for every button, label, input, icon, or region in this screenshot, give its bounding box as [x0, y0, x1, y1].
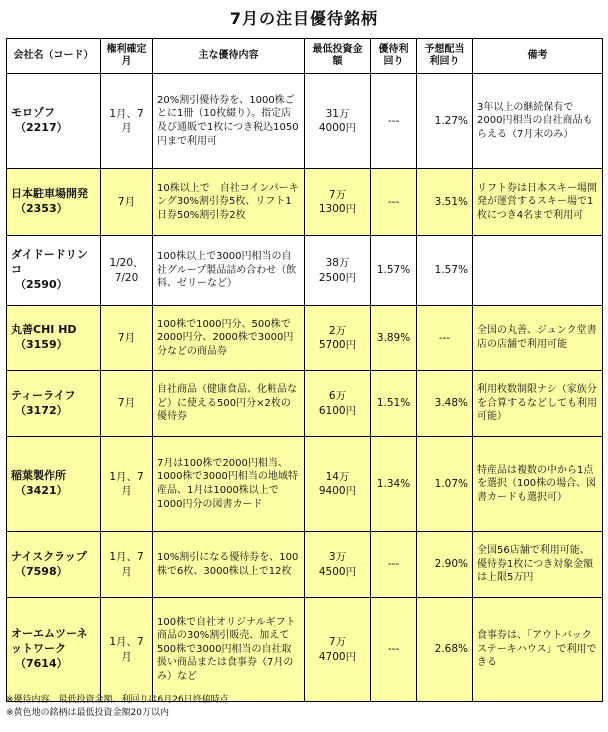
notes: リフト券は日本スキー場開発が運営するスキー場で1枚につき4名まで利用可 — [473, 169, 603, 236]
header-benefit-yield: 優待利回り — [371, 39, 417, 74]
company-name: ナイスクラップ — [11, 549, 87, 563]
footnote: ※優待内容、最低投資金額、利回りは6月26日終値時点 — [6, 695, 229, 705]
benefit-yield: --- — [371, 598, 417, 702]
dividend-yield: 1.27% — [417, 74, 473, 169]
page-title: 7月の注目優待銘柄 — [229, 9, 379, 28]
benefit-content: 自社商品（健康食品、化粧品など）に使える500円分×2枚の優待券 — [153, 371, 305, 437]
min-investment-yen: 4000円 — [318, 122, 357, 134]
table-row — [7, 371, 603, 437]
company-cell — [7, 236, 101, 306]
benefit-content: 100株で自社オリジナルギフト商品の30%割引販売、加えて500株で3000円相当の自社取扱い商品または食事券（7月のみ）など — [153, 598, 305, 702]
company-cell — [7, 74, 101, 169]
header-notes: 備考 — [473, 39, 603, 74]
footnotes — [6, 694, 229, 720]
min-investment-man: 2万 — [328, 324, 347, 337]
dividend-yield: 3.48% — [417, 371, 473, 437]
company-code: （7614） — [15, 656, 68, 670]
min-investment-cell — [305, 598, 371, 702]
rights-month: 7月 — [101, 306, 153, 371]
company-cell — [7, 437, 101, 532]
dividend-yield: 1.57% — [417, 236, 473, 306]
dividend-yield: --- — [417, 306, 473, 371]
min-investment-man: 14万 — [325, 470, 350, 483]
table-row — [7, 169, 603, 236]
benefit-content: 7月は100株で2000円相当、1000株で3000円相当の地域特産品、1月は1000株以上で1000円分の図書カード — [153, 437, 305, 532]
dividend-yield: 1.07% — [417, 437, 473, 532]
header-benefit: 主な優待内容 — [153, 39, 305, 74]
company-name: モロゾフ — [11, 106, 55, 120]
notes: 食事券は、「アウトバックステーキハウス」で利用できる — [473, 598, 603, 702]
header-min-investment: 最低投資金額 — [305, 39, 371, 74]
company-code: （2217） — [15, 121, 68, 134]
benefit-yield: --- — [371, 169, 417, 236]
header-rights-month: 権利確定月 — [101, 39, 153, 74]
benefit-content: 100株で1000円分、500株で2000円分、2000株で3000円分などの商品券 — [153, 306, 305, 371]
notes: 利用枚数制限ナシ（家族分を合算するなどしても利用可能） — [473, 371, 603, 437]
notes: 特産品は複数の中から1点を選択（100株の場合、図書カードも選択可） — [473, 437, 603, 532]
company-cell — [7, 598, 101, 702]
benefit-content: 100株以上で3000円相当の自社グループ製品詰め合わせ（飲料、ゼリーなど） — [153, 236, 305, 306]
min-investment-yen: 4700円 — [318, 650, 357, 663]
table-row — [7, 74, 603, 169]
benefit-yield: 1.51% — [371, 371, 417, 437]
table-row — [7, 306, 603, 371]
company-code: （2590） — [15, 277, 68, 291]
company-name: 日本駐車場開発 — [11, 187, 88, 201]
min-investment-man: 31万 — [325, 107, 350, 120]
min-investment-yen: 1300円 — [318, 203, 357, 215]
stock-table — [6, 38, 603, 702]
benefit-content: 10株以上で 自社コインパーキング30%割引券5枚、リフト1日券50%割引券2枚 — [153, 169, 305, 236]
rights-month: 7月 — [101, 169, 153, 236]
company-name: 稲葉製作所 — [11, 469, 66, 483]
company-cell — [7, 169, 101, 236]
benefit-yield: --- — [371, 74, 417, 169]
company-code: （2353） — [15, 202, 68, 215]
min-investment-yen: 9400円 — [318, 485, 357, 497]
company-name: ティーライフ — [11, 388, 76, 402]
benefit-content: 10%割引になる優待券を、100株で6枚、3000株以上で12枚 — [153, 532, 305, 598]
header-row — [7, 39, 603, 74]
min-investment-cell — [305, 371, 371, 437]
min-investment-cell — [305, 532, 371, 598]
notes: 全国56店舗で利用可能、優待券1枚につき対象金額は上限5万円 — [473, 532, 603, 598]
header-company: 会社名（コード） — [7, 39, 101, 74]
rights-month: 1月、7月 — [101, 437, 153, 532]
notes: 3年以上の継続保有で2000円相当の自社商品もらえる（7月末のみ） — [473, 74, 603, 169]
rights-month: 1月、7月 — [101, 532, 153, 598]
min-investment-yen: 5700円 — [318, 339, 357, 351]
min-investment-cell — [305, 236, 371, 306]
rights-month: 1月、7月 — [101, 598, 153, 702]
header-dividend-yield: 予想配当利回り — [417, 39, 473, 74]
company-code: （3159） — [15, 338, 68, 351]
dividend-yield: 3.51% — [417, 169, 473, 236]
dividend-yield: 2.90% — [417, 532, 473, 598]
min-investment-yen: 2500円 — [318, 271, 357, 284]
min-investment-man: 38万 — [325, 257, 350, 270]
min-investment-yen: 6100円 — [318, 404, 357, 417]
min-investment-man: 7万 — [328, 636, 347, 649]
company-code: （7598） — [15, 564, 68, 578]
table-row — [7, 532, 603, 598]
min-investment-cell — [305, 306, 371, 371]
footnote: ※黄色地の銘柄は最低投資金額20万以内 — [6, 708, 169, 719]
benefit-yield: 3.89% — [371, 306, 417, 371]
benefit-yield: 1.57% — [371, 236, 417, 306]
company-cell — [7, 306, 101, 371]
company-name: 丸善CHI HD — [11, 323, 77, 337]
min-investment-cell — [305, 74, 371, 169]
benefit-content: 20%割引優待券を、1000株ごとに1冊（10枚綴り）。指定店及び通販で1枚につき税込1050円まで利用可 — [153, 74, 305, 169]
company-cell — [7, 371, 101, 437]
notes: 全国の丸善、ジュンク堂書店の店舗で利用可能 — [473, 306, 603, 371]
min-investment-cell — [305, 437, 371, 532]
rights-month: 1月、7月 — [101, 74, 153, 169]
table-row — [7, 236, 603, 306]
min-investment-man: 6万 — [328, 390, 347, 403]
rights-month: 7月 — [101, 371, 153, 437]
notes — [473, 236, 603, 306]
benefit-yield: --- — [371, 532, 417, 598]
min-investment-man: 7万 — [328, 188, 347, 201]
benefit-yield: 1.34% — [371, 437, 417, 532]
min-investment-man: 3万 — [328, 551, 347, 564]
dividend-yield: 2.68% — [417, 598, 473, 702]
min-investment-yen: 4500円 — [318, 565, 357, 578]
company-name: ダイドードリンコ — [11, 248, 88, 277]
company-code: （3172） — [15, 403, 68, 417]
company-code: （3421） — [15, 484, 68, 497]
table-row — [7, 598, 603, 702]
table-row — [7, 437, 603, 532]
company-cell — [7, 532, 101, 598]
company-name: オーエムツーネットワーク — [11, 627, 88, 656]
min-investment-cell — [305, 169, 371, 236]
rights-month: 1/20、7/20 — [101, 236, 153, 306]
